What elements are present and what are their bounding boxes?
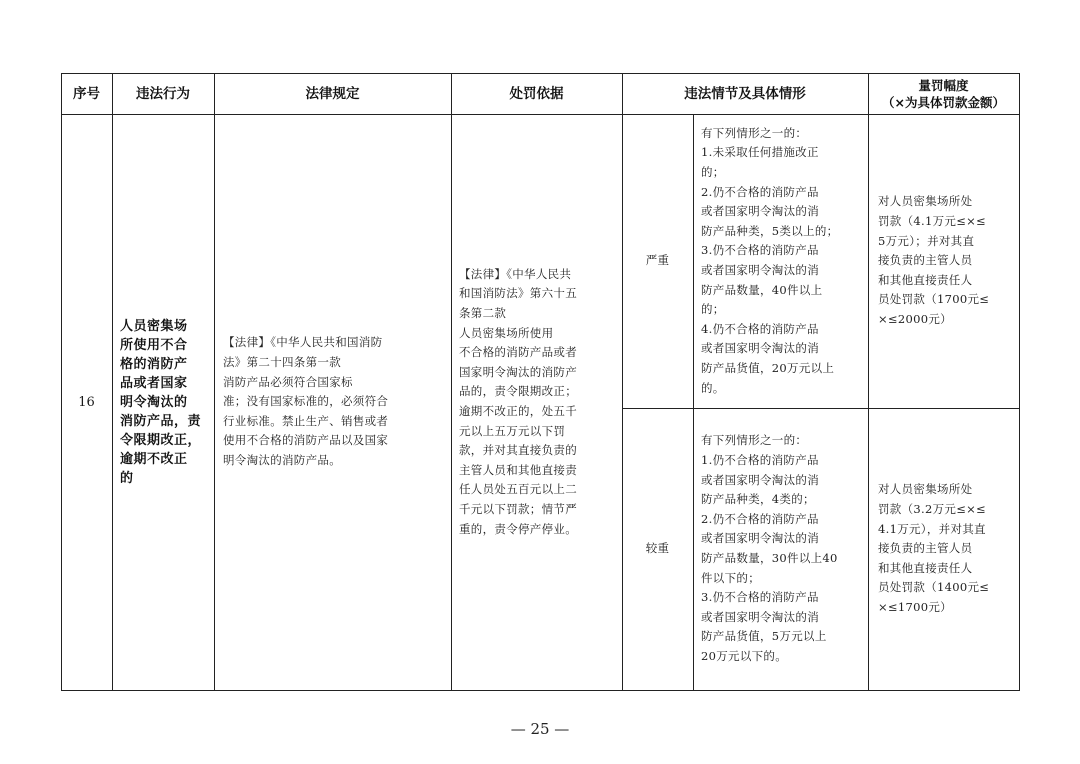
row-seq: 16 [78,394,95,410]
header-law: 法律规定 [305,85,360,102]
row-basis: 【法律】《中华人民共 和国消防法》第六十五 条第二款 人员密集场所使用 不合格的消防产品或者 国家明令淘汰的消防产 品的，责令限期改正； 逾期不改正的，处五千 元以上五万元以下罚 款，并对其直接负责的 主管人员和其他直接责 任人员处五百元以上二 千元以下罚款；情节严 重的，责令停产停业。 [459,266,577,536]
level-severe-penalty: 对人员密集场所处 罚款（4.1万元≤×≤ 5万元）；并对其直 接负责的主管人员 和其他直接责任人 员处罚款（1700元≤ ×≤2000元） [878,194,990,326]
level-severe-detail: 有下列情形之一的： 1.未采取任何措施改正 的； 2.仍不合格的消防产品 或者国家明令淘汰的消 防产品种类，5类以上的； 3.仍不合格的消防产品 或者国家明令淘汰的消 防产品数量，40件以上 的； 4.仍不合格的消防产品 或者国家明令淘汰的消 防产品货值，20万元以上 的。 [701,125,839,395]
penalty-table [61,73,1020,691]
level-serious: 较重 [645,541,670,556]
level-serious-penalty: 对人员密集场所处 罚款（3.2万元≤×≤ 4.1万元），并对其直 接负责的主管人员 和其他直接责任人 员处罚款（1400元≤ ×≤1700元） [878,482,990,614]
level-serious-detail: 有下列情形之一的： 1.仍不合格的消防产品 或者国家明令淘汰的消 防产品种类，4类的； 2.仍不合格的消防产品 或者国家明令淘汰的消 防产品数量，30件以上40 件以下的； 3.仍不合格的消防产品 或者国家明令淘汰的消 防产品货值，5万元以上 20万元以下的。 [701,433,838,663]
header-penalty: 量罚幅度 （×为具体罚款金额） [882,77,1005,110]
header-circumstance: 违法情节及具体情形 [684,85,806,102]
header-seq: 序号 [73,85,100,102]
header-violation: 违法行为 [136,85,190,102]
page-number: — 25 — [510,720,570,738]
header-basis: 处罚依据 [509,85,564,102]
row-violation: 人员密集场 所使用不合 格的消防产 品或者国家 明令淘汰的 消防产品，责 令限期改正， 逾期不改正 的 [120,318,202,486]
level-severe: 严重 [645,253,670,268]
row-law: 【法律】《中华人民共和国消防 法》第二十四条第一款 消防产品必须符合国家标 准；没有国家标准的，必须符合 行业标准。禁止生产、销售或者 使用不合格的消防产品以及国家 明令淘汰的消防产品。 [223,335,389,467]
